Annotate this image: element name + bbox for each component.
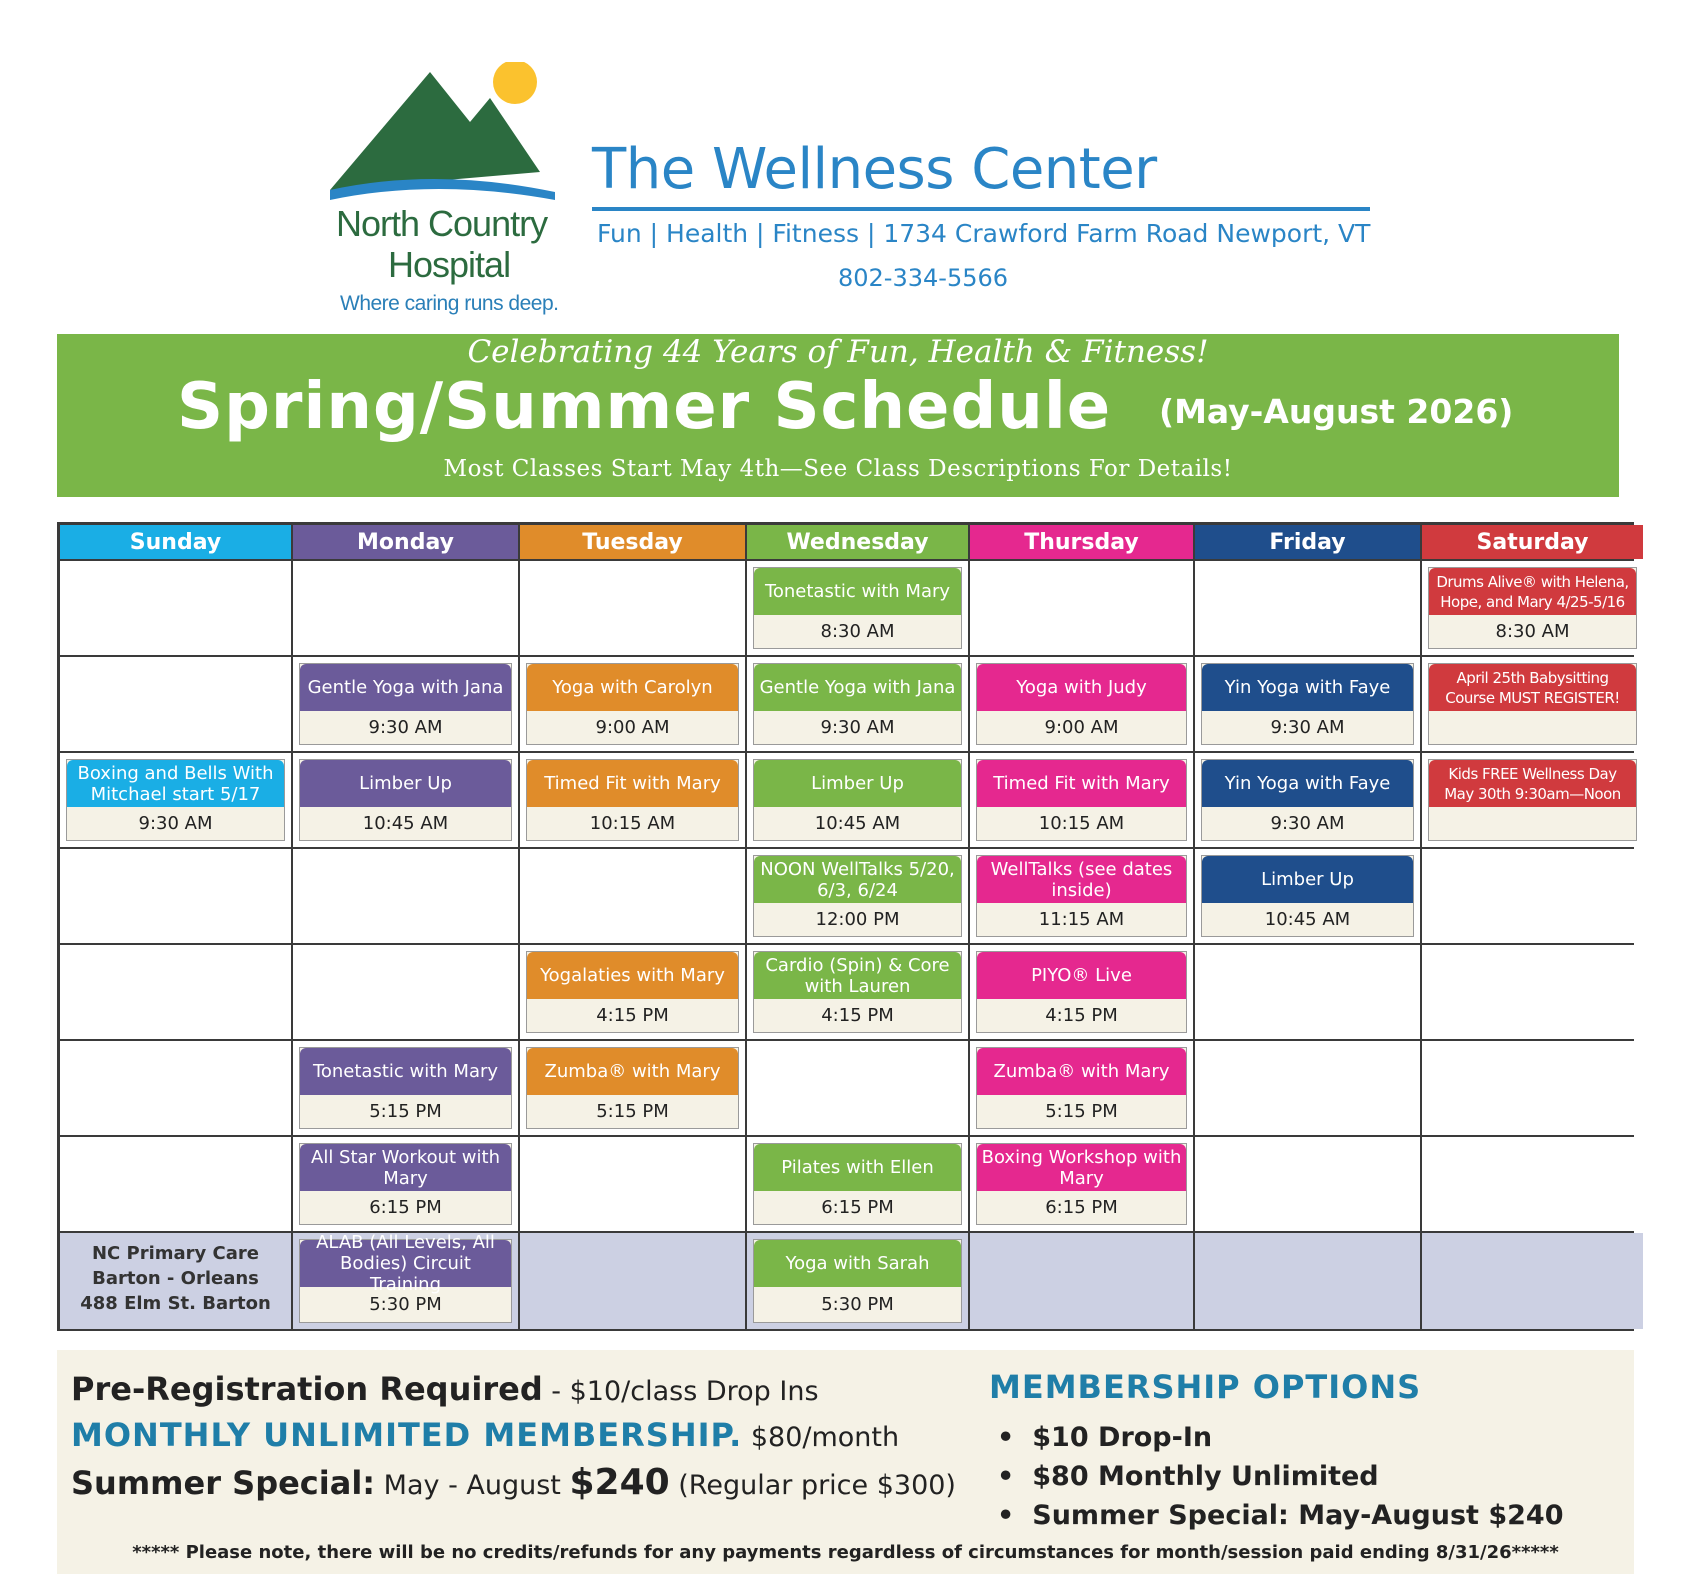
class-card — [976, 951, 1187, 1033]
location-text — [80, 1233, 271, 1316]
schedule-cell — [970, 561, 1193, 655]
location-cell — [60, 1233, 291, 1329]
schedule-cell — [60, 657, 291, 751]
schedule-cell — [1422, 945, 1643, 1039]
regular-price: (Regular price $300) — [669, 1470, 956, 1501]
class-card — [526, 663, 739, 745]
class-time: 5:15 PM — [596, 1101, 669, 1122]
class-time: 9:00 AM — [595, 717, 670, 738]
class-card — [299, 1143, 512, 1225]
summer-special-line — [71, 1462, 956, 1503]
schedule-cell — [747, 657, 968, 751]
schedule-cell — [293, 1233, 518, 1329]
class-title: Timed Fit with Mary — [977, 760, 1186, 807]
class-title: NOON WellTalks 5/20, 6/3, 6/24 — [754, 856, 961, 903]
monthly-membership-label: MONTHLY UNLIMITED MEMBERSHIP. — [71, 1416, 743, 1454]
class-card — [526, 1047, 739, 1129]
class-title: All Star Workout with Mary — [300, 1144, 511, 1191]
schedule-cell — [1195, 657, 1420, 751]
class-time: 9:30 AM — [820, 717, 895, 738]
class-title: Zumba® with Mary — [527, 1048, 738, 1095]
schedule-cell — [60, 849, 291, 943]
monthly-price: $80/month — [742, 1422, 900, 1453]
banner-note: Most Classes Start May 4th—See Class Descriptions For Details! — [443, 456, 1233, 482]
schedule-cell — [60, 753, 291, 847]
schedule-cell — [970, 1233, 1193, 1329]
monthly-membership-line — [71, 1416, 899, 1454]
class-card — [753, 567, 962, 649]
class-card — [1428, 663, 1637, 745]
preregistration-label: Pre-Registration Required — [71, 1370, 543, 1408]
schedule-cell — [747, 1137, 968, 1231]
class-card — [976, 1047, 1187, 1129]
class-title: Yoga with Sarah — [754, 1240, 961, 1287]
schedule-cell — [520, 753, 745, 847]
schedule-cell — [60, 945, 291, 1039]
class-time: 9:30 AM — [138, 813, 213, 834]
day-header-saturday: Saturday — [1422, 525, 1643, 559]
weekly-schedule-grid — [57, 522, 1634, 1331]
class-time: 6:15 PM — [1045, 1197, 1118, 1218]
class-card — [299, 663, 512, 745]
class-card — [299, 1047, 512, 1129]
class-card — [976, 759, 1187, 841]
class-title: Timed Fit with Mary — [527, 760, 738, 807]
class-card — [976, 1143, 1187, 1225]
schedule-cell — [520, 1137, 745, 1231]
schedule-cell — [1195, 849, 1420, 943]
class-time: 8:30 AM — [820, 621, 895, 642]
wellness-center-title: The Wellness Center — [592, 137, 1157, 202]
class-time: 11:15 AM — [1038, 909, 1125, 930]
schedule-cell — [293, 657, 518, 751]
class-title: Pilates with Ellen — [754, 1144, 961, 1191]
logo-name-line2: Hospital — [388, 244, 511, 285]
location-line1: NC Primary Care — [91, 1243, 259, 1264]
class-card — [1428, 567, 1637, 649]
schedule-cell — [1422, 849, 1643, 943]
schedule-cell — [1195, 753, 1420, 847]
class-time: 10:15 AM — [1038, 813, 1125, 834]
schedule-cell — [520, 1233, 745, 1329]
schedule-cell — [1195, 561, 1420, 655]
class-title: Tonetastic with Mary — [754, 568, 961, 615]
preregistration-line — [71, 1370, 819, 1408]
schedule-cell — [1422, 1041, 1643, 1135]
day-header-sunday: Sunday — [60, 525, 291, 559]
class-time: 10:45 AM — [1264, 909, 1351, 930]
schedule-cell — [293, 1137, 518, 1231]
schedule-cell — [293, 561, 518, 655]
class-card — [1201, 855, 1414, 937]
schedule-cell — [1195, 945, 1420, 1039]
class-card — [1201, 759, 1414, 841]
banner-tagline: Celebrating 44 Years of Fun, Health & Fitness! — [467, 334, 1209, 370]
schedule-cell — [520, 1041, 745, 1135]
class-title: Gentle Yoga with Jana — [300, 664, 511, 711]
day-header-wednesday: Wednesday — [747, 525, 968, 559]
class-title: PIYO® Live — [977, 952, 1186, 999]
class-card — [299, 759, 512, 841]
title-rule — [592, 207, 1370, 211]
class-time: 4:15 PM — [1045, 1005, 1118, 1026]
class-card — [753, 1239, 962, 1323]
class-title: Yogalaties with Mary — [527, 952, 738, 999]
class-time — [1429, 807, 1636, 840]
schedule-cell — [1422, 561, 1643, 655]
class-time: 9:30 AM — [368, 717, 443, 738]
class-time: 12:00 PM — [815, 909, 900, 930]
schedule-cell — [1422, 657, 1643, 751]
class-time: 5:15 PM — [1045, 1101, 1118, 1122]
pricing-info-panel — [57, 1350, 1634, 1574]
day-header-tuesday: Tuesday — [520, 525, 745, 559]
schedule-cell — [1422, 753, 1643, 847]
summer-special-label: Summer Special: — [71, 1464, 376, 1502]
class-card — [753, 951, 962, 1033]
class-title: Yin Yoga with Faye — [1202, 664, 1413, 711]
class-time: 6:15 PM — [369, 1197, 442, 1218]
day-header-monday: Monday — [293, 525, 518, 559]
class-title: Limber Up — [1202, 856, 1413, 903]
class-time: 9:30 AM — [1270, 717, 1345, 738]
logo-tagline: Where caring runs deep. — [340, 292, 559, 315]
schedule-cell — [970, 945, 1193, 1039]
schedule-cell — [293, 1041, 518, 1135]
class-title: Drums Alive® with Helena, Hope, and Mary 4/25-5/16 — [1429, 568, 1636, 615]
class-time: 10:45 AM — [814, 813, 901, 834]
class-time: 10:45 AM — [362, 813, 449, 834]
summer-special-range: May - August — [375, 1470, 570, 1501]
class-time: 10:15 AM — [589, 813, 676, 834]
drop-in-price: - $10/class Drop Ins — [542, 1376, 819, 1407]
class-card — [66, 759, 285, 841]
schedule-cell — [747, 849, 968, 943]
schedule-cell — [970, 1041, 1193, 1135]
schedule-cell — [520, 849, 745, 943]
class-time: 5:30 PM — [821, 1294, 894, 1315]
class-title: Yin Yoga with Faye — [1202, 760, 1413, 807]
class-title: Cardio (Spin) & Core with Lauren — [754, 952, 961, 999]
class-card — [976, 855, 1187, 937]
schedule-cell — [520, 561, 745, 655]
day-header-thursday: Thursday — [970, 525, 1193, 559]
schedule-cell — [1422, 1233, 1643, 1329]
schedule-cell — [520, 657, 745, 751]
class-card — [753, 1143, 962, 1225]
schedule-cell — [293, 945, 518, 1039]
membership-option: • Summer Special: May-August $240 — [997, 1496, 1564, 1535]
schedule-cell — [293, 753, 518, 847]
class-title: Kids FREE Wellness Day May 30th 9:30am—Noon — [1429, 760, 1636, 807]
membership-options-list — [997, 1418, 1564, 1535]
class-title: Boxing and Bells With Mitchael start 5/17 — [67, 760, 284, 807]
class-title: WellTalks (see dates inside) — [977, 856, 1186, 903]
class-title: April 25th Babysitting Course MUST REGISTER! — [1429, 664, 1636, 711]
schedule-cell — [747, 561, 968, 655]
class-time: 9:00 AM — [1044, 717, 1119, 738]
schedule-cell — [293, 849, 518, 943]
class-title: Limber Up — [300, 760, 511, 807]
schedule-cell — [970, 849, 1193, 943]
class-title: Yoga with Judy — [977, 664, 1186, 711]
class-title: Tonetastic with Mary — [300, 1048, 511, 1095]
membership-options-heading: MEMBERSHIP OPTIONS — [989, 1368, 1422, 1406]
class-title: Boxing Workshop with Mary — [977, 1144, 1186, 1191]
schedule-cell — [747, 1233, 968, 1329]
membership-option: • $10 Drop-In — [997, 1418, 1564, 1457]
class-time: 4:15 PM — [596, 1005, 669, 1026]
summer-special-price: $240 — [569, 1462, 670, 1503]
schedule-cell — [1195, 1137, 1420, 1231]
banner-dates: (May-August 2026) — [1159, 392, 1514, 431]
schedule-cell — [970, 1137, 1193, 1231]
refund-policy-note: ***** Please note, there will be no credits/refunds for any payments regardless of circumstances for month/session paid ending 8/31/26***** — [132, 1542, 1559, 1563]
day-header-friday: Friday — [1195, 525, 1420, 559]
schedule-cell — [60, 1137, 291, 1231]
class-card — [753, 855, 962, 937]
banner-title: Spring/Summer Schedule — [177, 370, 1112, 444]
class-time: 6:15 PM — [821, 1197, 894, 1218]
location-line3: 488 Elm St. Barton — [80, 1293, 271, 1314]
class-card — [1428, 759, 1637, 841]
class-title: Limber Up — [754, 760, 961, 807]
schedule-cell — [970, 753, 1193, 847]
class-time: 5:30 PM — [369, 1294, 442, 1315]
membership-option: • $80 Monthly Unlimited — [997, 1457, 1564, 1496]
schedule-cell — [1195, 1041, 1420, 1135]
schedule-banner — [57, 334, 1619, 497]
class-title: Gentle Yoga with Jana — [754, 664, 961, 711]
class-time: 5:15 PM — [369, 1101, 442, 1122]
schedule-cell — [60, 1041, 291, 1135]
class-card — [526, 951, 739, 1033]
class-title: Yoga with Carolyn — [527, 664, 738, 711]
schedule-cell — [747, 1041, 968, 1135]
class-time — [1429, 711, 1636, 744]
schedule-cell — [747, 753, 968, 847]
class-card — [753, 759, 962, 841]
class-card — [299, 1232, 512, 1323]
class-card — [526, 759, 739, 841]
schedule-cell — [747, 945, 968, 1039]
class-time: 9:30 AM — [1270, 813, 1345, 834]
wellness-center-subtitle: Fun | Health | Fitness | 1734 Crawford Farm Road Newport, VT — [597, 219, 1371, 248]
class-title: ALAB (All Levels, All Bodies) Circuit Training — [300, 1240, 511, 1287]
schedule-cell — [1422, 1137, 1643, 1231]
schedule-cell — [520, 945, 745, 1039]
schedule-cell — [1195, 1233, 1420, 1329]
phone-number: 802-334-5566 — [838, 264, 1009, 292]
class-card — [753, 663, 962, 745]
class-card — [1201, 663, 1414, 745]
class-title: Zumba® with Mary — [977, 1048, 1186, 1095]
class-time: 8:30 AM — [1495, 621, 1570, 642]
schedule-cell — [60, 561, 291, 655]
class-time: 4:15 PM — [821, 1005, 894, 1026]
schedule-cell — [970, 657, 1193, 751]
logo-name-line1: North Country — [336, 203, 548, 244]
class-card — [976, 663, 1187, 745]
location-line2: Barton - Orleans — [92, 1268, 259, 1289]
